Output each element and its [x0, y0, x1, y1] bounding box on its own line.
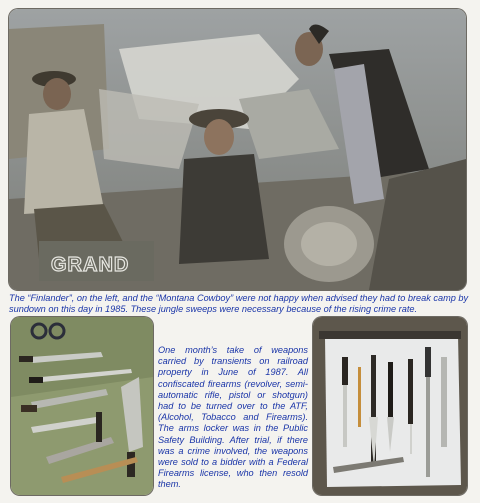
grand-sign-text: GRAND: [51, 254, 130, 276]
weapons-photo-right: [313, 317, 467, 495]
weapons-caption: One month’s take of weapons carried by transients on railroad property in June of 1987. All confiscated firearms (revolver, semi-automatic rifle, pistol or shotgun) had to be turned over to the ATF, (Alcohol, Tobacco and Firearms). The arms locker was in the Public Safety Building. After trial, if there was a crime involved, the weapons were sold to a bidder with a Federal Firearms license, who then resold them.: [158, 345, 308, 490]
top-photo-caption: The “Finlander”, on the left, and the “Montana Cowboy” were not happy when advised they had to break camp by sundown on this day in 1985. These jungle sweeps were necessary because of the rising crime rate.: [9, 293, 469, 315]
camp-photo: [9, 9, 466, 290]
weapons-photo-left: [11, 317, 153, 495]
